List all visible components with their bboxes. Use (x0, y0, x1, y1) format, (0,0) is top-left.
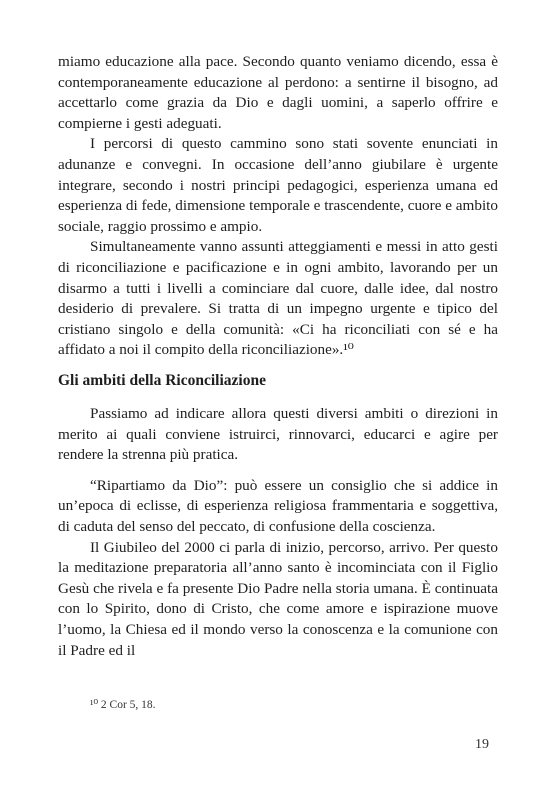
section-text (58, 404, 498, 661)
paragraph-3: Simultaneamente vanno assunti atteggiamenti e messi in atto gesti di riconciliazione e pacificazione e in ogni ambito, lavorando per un disarmo a tutti i livelli a cominciare dal cuore, dalle idee, dal nostro desiderio di prevalere. Si tratta di un impegno urgente e tipico del cristiano singolo e della comunità: «Ci ha riconciliati con sé e ha affidato a noi il compito della riconciliazione».¹⁰ (58, 238, 498, 359)
paragraph-5: “Ripartiamo da Dio”: può essere un consiglio che si addice in un’epoca di eclisse, di esperienza religiosa frammentaria e soggettiva, di caduta del senso del peccato, di confusione della coscienza. (58, 476, 498, 535)
paragraph-2: I percorsi di questo cammino sono stati sovente enunciati in adunanze e convegni. In occasione dell’anno giubilare è urgente integrare, secondo i nostri principi pedagogici, esperienza umana ed esperienza di fede, dimensione temporale e trascendente, cuore e ambito sociale, raggio prossimo e ampio. (58, 135, 498, 235)
paragraph-6: Il Giubileo del 2000 ci parla di inizio, percorso, arrivo. Per questo la meditazione preparatoria all’anno santo è incominciata con il Figlio Gesù che rivela e fa presente Dio Padre nella storia umana. È continuata con lo Spirito, dono di Cristo, che come amore e ispirazione muove l’uomo, la Chiesa ed il mondo verso la conoscenza e la comunione con il Padre ed il (58, 538, 498, 659)
page-number: 19 (475, 737, 489, 752)
section-heading: Gli ambiti della Riconciliazione (58, 372, 266, 389)
paragraph-1: miamo educazione alla pace. Secondo quanto veniamo dicendo, essa è contemporaneamente educazione al perdono: a sentirne il bisogno, ad accettarlo come grazia da Dio e dagli uomini, a saperlo offrire e compierne i gesti adeguati. (58, 53, 498, 132)
paragraph-4: Passiamo ad indicare allora questi diversi ambiti o direzioni in merito ai quali conviene istruirci, rinnovarci, educarci e agire per rendere la strenna più pratica. (58, 405, 498, 464)
footnote: ¹⁰ 2 Cor 5, 18. (90, 699, 156, 711)
intro-text (58, 52, 498, 361)
